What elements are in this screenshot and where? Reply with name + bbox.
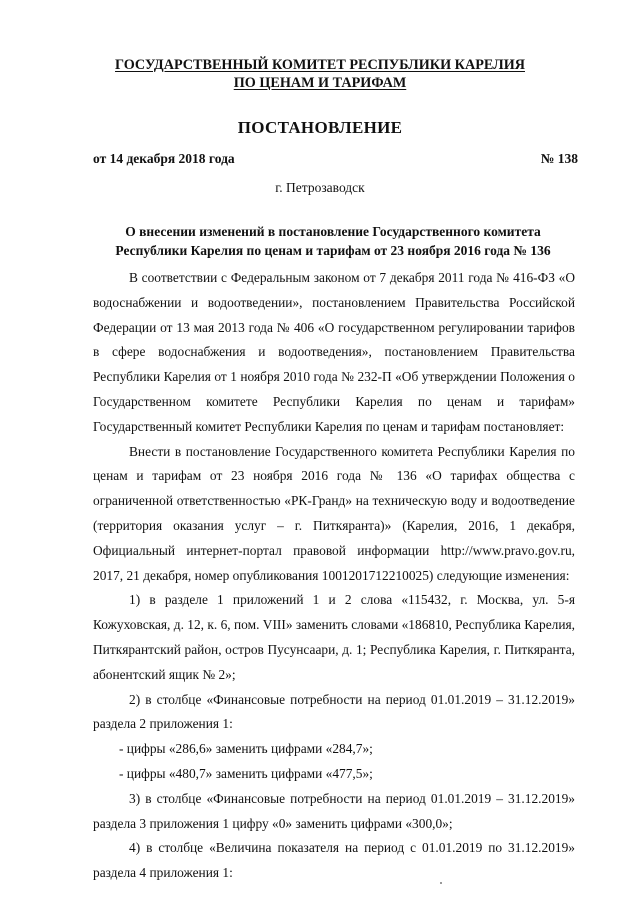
document-type: ПОСТАНОВЛЕНИЕ — [237, 118, 403, 137]
document-body — [93, 266, 575, 886]
paragraph-item-1: 1) в разделе 1 приложений 1 и 2 слова «115432, г. Москва, ул. 5-я Кожуховская, д. 12, к. 6, пом. VIII» заменить словами «186810, Республика Карелия, Питкярантский район, остров Пусунсаари, д. 1; Республика Карелия, г. Питкяранта, абонентский ящик № 2»; — [93, 592, 575, 682]
paragraph-item-2: 2) в столбце «Финансовые потребности на период 01.01.2019 – 31.12.2019» раздела 2 приложения 1: — [93, 691, 575, 732]
header-line-2-text: ПО ЦЕНАМ И ТАРИФАМ — [233, 75, 407, 91]
paragraph-resolution: Внести в постановление Государственного комитета Республики Карелия по ценам и тарифам от 23 ноября 2016 года № 136 «О тарифах общества с ограниченной ответственностью «РК-Гранд» на техническую воду и водоотведение (территория оказания услуг – г. Питкяранта)» (Карелия, 2016, 1 декабря, Официальный интернет-портал правовой информации http://www.pravo.gov.ru, 2017, 21 декабря, номер опубликования 1001201712210025) следующие изменения: — [93, 443, 575, 583]
scan-speck — [440, 882, 442, 884]
paragraph-item-2-sub-1: - цифры «286,6» заменить цифрами «284,7»; — [119, 741, 373, 757]
paragraph-item-3: 3) в столбце «Финансовые потребности на период 01.01.2019 – 31.12.2019» раздела 3 приложения 1 цифру «0» заменить цифрами «300,0»; — [93, 790, 575, 831]
header-line-2 — [0, 74, 640, 92]
document-city: г. Петрозаводск — [275, 180, 365, 195]
paragraph-item-2-sub-2: - цифры «480,7» заменить цифрами «477,5»; — [119, 765, 373, 781]
paragraph-preamble: В соответствии с Федеральным законом от 7 декабря 2011 года № 416-ФЗ «О водоснабжении и водоотведении», постановлением Правительства Российской Федерации от 13 мая 2013 года № 406 «О государственном регулировании тарифов в сфере водоснабжения и водоотведения», постановлением Правительства Республики Карелия от 1 ноября 2010 года № 232-П «Об утверждении Положения о Государственном комитете Республики Карелия по ценам и тарифам» Государственный комитет Республики Карелия по ценам и тарифам постановляет: — [93, 270, 575, 434]
header-line-1-text: ГОСУДАРСТВЕННЫЙ КОМИТЕТ РЕСПУБЛИКИ КАРЕЛИЯ — [115, 57, 525, 73]
header-line-1 — [0, 56, 640, 74]
paragraph-item-4: 4) в столбце «Величина показателя на период с 01.01.2019 по 31.12.2019» раздела 4 приложения 1: — [93, 840, 575, 881]
document-number: № 138 — [540, 151, 578, 166]
document-subject: О внесении изменений в постановление Государственного комитета Республики Карелия по ценам и тарифам от 23 ноября 2016 года № 136 — [115, 224, 551, 258]
document-date: от 14 декабря 2018 года — [93, 151, 235, 166]
date-line — [93, 151, 578, 167]
